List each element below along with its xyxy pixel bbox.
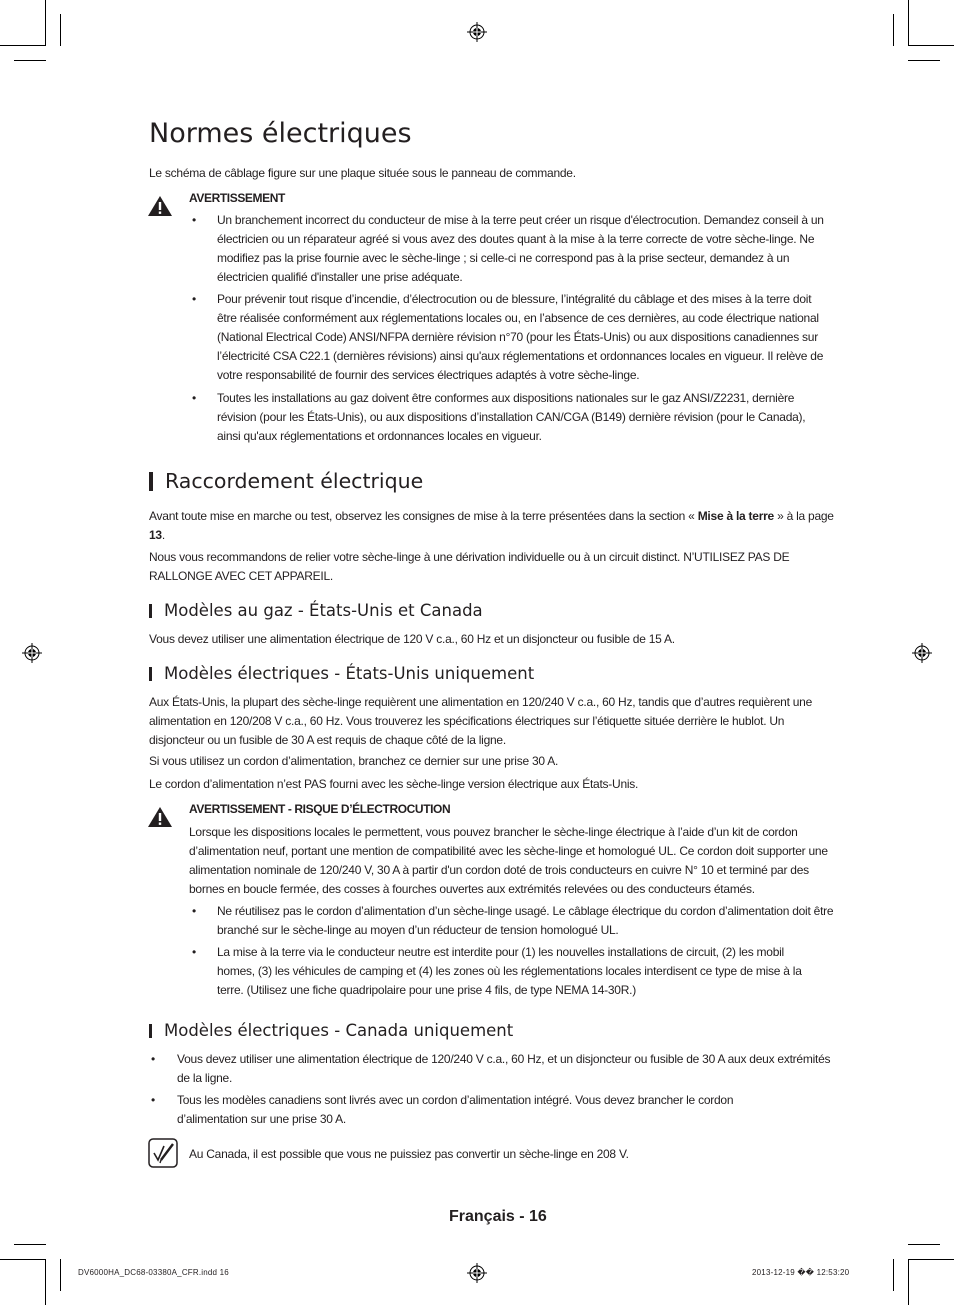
subsection-title: Modèles électriques - Canada uniquement xyxy=(164,1021,514,1040)
crop-mark xyxy=(14,60,46,61)
bullet-marker: • xyxy=(192,213,197,227)
heading-bar xyxy=(149,667,152,681)
page-reference: 13 xyxy=(149,528,162,542)
registration-mark-icon xyxy=(467,22,487,42)
crop-mark xyxy=(908,1259,909,1305)
crop-mark xyxy=(908,0,909,46)
section-paragraph: Nous vous recommandons de relier votre sèche-linge à une dérivation individuelle ou à un circuit distinct. N’UTILISEZ PAS DE RALLONGE AVEC CET APPAREIL. xyxy=(149,550,790,583)
crop-mark xyxy=(0,1259,46,1260)
crop-mark xyxy=(893,1259,894,1291)
bullet-marker: • xyxy=(151,1052,156,1066)
crop-mark xyxy=(45,1259,46,1305)
crop-mark xyxy=(0,45,46,46)
para-text: » à la page xyxy=(777,509,834,523)
section-heading xyxy=(149,469,423,493)
electric-us-paragraph: Le cordon d’alimentation n’est PAS fourni avec les sèche-linge version électrique aux États-Unis. xyxy=(149,777,639,791)
electric-us-paragraph: Aux États-Unis, la plupart des sèche-linge requièrent une alimentation en 120/240 V c.a., 60 Hz, tandis que d’autres requièrent une alimentation en 120/208 V c.a., 60 Hz. Vous trouverez les spécifications électriques sur l’étiquette située derrière le hublot. Un disjoncteur ou un fusible de 30 A est requis de chaque côté de la ligne. xyxy=(149,695,813,747)
bullet-marker: • xyxy=(192,904,197,918)
para-text: . xyxy=(161,528,165,542)
warning-label: AVERTISSEMENT xyxy=(189,191,285,205)
crop-mark xyxy=(60,1259,61,1291)
bullet-marker: • xyxy=(192,292,197,306)
warning-bullet: Un branchement incorrect du conducteur de mise à la terre peut créer un risque d'électrocution. Demandez conseil à un électricien ou un réparateur agréé si vous avez des doutes quant à la mise à la terre correcte de votre sèche-linge. Ne modifiez pas la prise fournie avec le sèche-linge ; si celle-ci ne correspond pas à la prise secteur, demandez à un électricien qualifié d'installer une prise adéquate. xyxy=(217,213,824,284)
section-title: Raccordement électrique xyxy=(165,469,424,493)
registration-mark-icon xyxy=(467,1263,487,1283)
heading-bar xyxy=(149,472,153,491)
subsection-title: Modèles électriques - États-Unis uniquement xyxy=(164,664,535,683)
para-text: Avant toute mise en marche ou test, observez les consignes de mise à la terre présentées dans la section « xyxy=(149,509,695,523)
intro-text: Le schéma de câblage figure sur une plaque située sous le panneau de commande. xyxy=(149,166,576,180)
page-title: Normes électriques xyxy=(149,118,412,149)
registration-mark-icon xyxy=(912,643,932,663)
bullet-marker: • xyxy=(192,391,197,405)
heading-bar xyxy=(149,604,152,618)
electric-us-paragraph: Si vous utilisez un cordon d’alimentation, branchez ce dernier sur une prise 30 A. xyxy=(149,754,559,768)
crop-mark xyxy=(908,60,940,61)
crop-mark xyxy=(60,14,61,46)
subsection-heading xyxy=(149,1021,513,1040)
warning-label: AVERTISSEMENT - RISQUE D’ÉLECTROCUTION xyxy=(189,802,451,816)
crop-mark xyxy=(45,0,46,46)
crop-mark xyxy=(14,1244,46,1245)
warning-triangle-icon xyxy=(147,806,173,828)
bullet-marker: • xyxy=(192,945,197,959)
warning-triangle-icon xyxy=(147,195,173,217)
note-pencil-icon xyxy=(148,1138,178,1168)
file-slug: DV6000HA_DC68-03380A_CFR.indd 16 xyxy=(78,1268,229,1277)
subsection-title: Modèles au gaz - États-Unis et Canada xyxy=(164,601,483,620)
crop-mark xyxy=(908,45,954,46)
crop-mark xyxy=(908,1259,954,1260)
heading-bar xyxy=(149,1024,152,1038)
reference-link: Mise à la terre xyxy=(697,509,774,523)
page-number: Français - 16 xyxy=(449,1208,547,1225)
date-slug: 2013-12-19 �� 12:53:20 xyxy=(752,1268,850,1277)
subsection-heading xyxy=(149,601,483,620)
warning-text: Lorsque les dispositions locales le permettent, vous pouvez brancher le sèche-linge électrique à l’aide d’un kit de cordon d’alimentation neuf, portant une mention de compatibilité avec les sèche-linge et homologué UL. Ce cordon doit supporter une alimentation nominale de 120/240 V, 30 A à partir d'un cordon doté de trois conducteurs en cuivre N° 10 et terminé par des bornes en boucle fermée, des cosses à fourches ouvertes aux extrémités relevées ou des conducteurs étamés. xyxy=(189,825,828,896)
subsection-heading xyxy=(149,664,534,683)
warning-bullet: Ne réutilisez pas le cordon d’alimentation d’un sèche-linge usagé. Le câblage électrique du cordon d’alimentation doit être branché sur le sèche-linge au moyen d’un réducteur de tension homologué UL. xyxy=(217,904,834,937)
warning-bullet: Toutes les installations au gaz doivent être conformes aux dispositions nationales sur le gaz ANSI/Z2231, dernière révision (pour les États-Unis), ou aux dispositions d’installation CAN/CGA (B149) dernière révision (pour le Canada), ainsi qu'aux réglementations et ordonnances locales en vigueur. xyxy=(217,391,806,443)
crop-mark xyxy=(893,14,894,46)
warning-bullet: Pour prévenir tout risque d’incendie, d’électrocution ou de blessure, l’intégralité du câblage et des mises à la terre doit être réalisée conformément aux réglementations locales ou, en l’absence de ces dernières, au code électrique national (National Electrical Code) ANSI/NFPA dernière révision n°70 (pour les États-Unis) ou aux dispositions canadiennes sur l’électricité CSA C22.1 (dernières révisions) ainsi qu'aux réglementations et ordonnances locales en vigueur. Il relève de votre responsabilité de fournir des services électriques adaptés à votre sèche-linge. xyxy=(217,292,824,382)
crop-mark xyxy=(908,1244,940,1245)
registration-mark-icon xyxy=(22,643,42,663)
gas-text: Vous devez utiliser une alimentation électrique de 120 V c.a., 60 Hz et un disjoncteur ou fusible de 15 A. xyxy=(149,632,675,646)
note-text: Au Canada, il est possible que vous ne puissiez pas convertir un sèche-linge en 208 V. xyxy=(189,1147,629,1161)
bullet-marker: • xyxy=(151,1093,156,1107)
section-paragraph xyxy=(149,507,834,545)
warning-bullet: La mise à la terre via le conducteur neutre est interdite pour (1) les nouvelles installations de circuit, (2) les mobil homes, (3) les véhicules de camping et (4) les zones où les réglementations locales interdisent ce type de mise à la terre. (Utilisez une fiche quadripolaire pour une prise 4 fils, de type NEMA 14-30R.) xyxy=(217,945,802,997)
canada-bullet: Vous devez utiliser une alimentation électrique de 120/240 V c.a., 60 Hz, et un disjoncteur ou fusible de 30 A aux deux extrémités de la ligne. xyxy=(177,1052,831,1085)
canada-bullet: Tous les modèles canadiens sont livrés avec un cordon d’alimentation intégré. Vous devez brancher le cordon d’alimentation sur une prise 30 A. xyxy=(177,1093,734,1126)
